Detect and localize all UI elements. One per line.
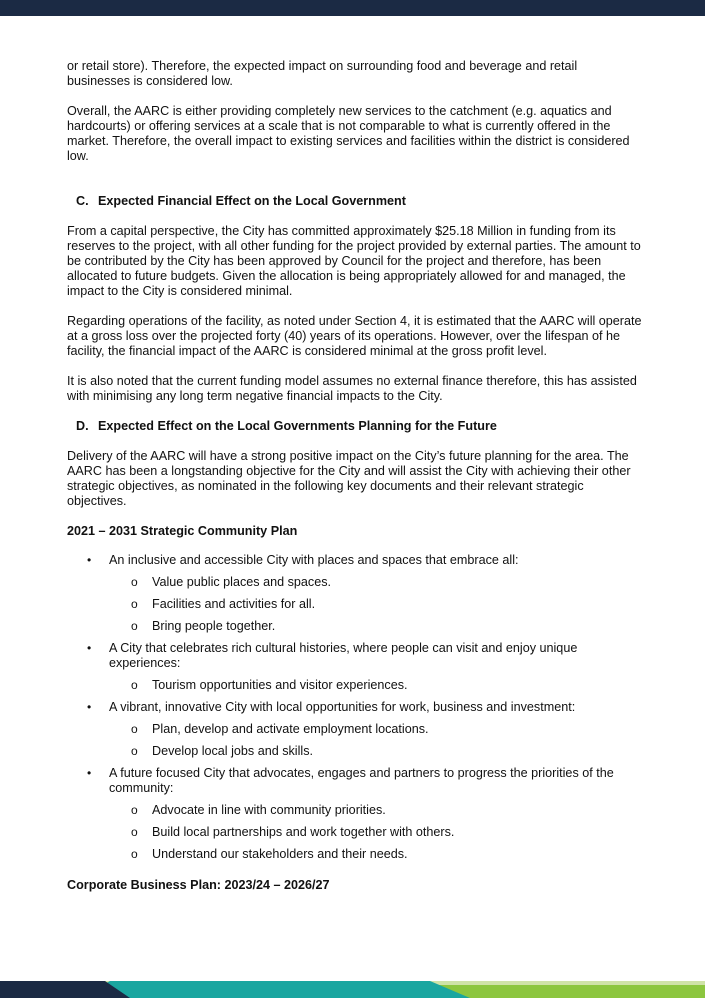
section-d-title: Expected Effect on the Local Governments Planning for the Future xyxy=(98,419,497,433)
sub-list-item xyxy=(109,803,642,818)
section-d-heading xyxy=(67,419,642,434)
sub-item-text: Bring people together. xyxy=(152,619,276,633)
sub-list xyxy=(109,722,642,759)
sub-list-item xyxy=(109,744,642,759)
list-item xyxy=(67,700,642,759)
paragraph-capital: From a capital perspective, the City has committed approximately $25.18 Million in funding from its reserves to the project, with all other funding for the project provided by external parties. The amount to be contributed by the City has been approved by Council for the project and therefore, has been allocated to future budgets. Given the allocation is being appropriately allowed for and managed, the impact to the City is considered minimal. xyxy=(67,224,641,298)
section-c-title: Expected Financial Effect on the Local Government xyxy=(98,194,406,208)
strategic-plan-title: 2021 – 2031 Strategic Community Plan xyxy=(67,524,298,538)
sub-item-text: Understand our stakeholders and their needs. xyxy=(152,847,408,861)
circle-bullet-icon: o xyxy=(131,803,138,817)
sub-list xyxy=(109,803,642,862)
corporate-plan-title: Corporate Business Plan: 2023/24 – 2026/27 xyxy=(67,878,330,892)
paragraph-delivery: Delivery of the AARC will have a strong positive impact on the City’s future planning for the area. The AARC has been a longstanding objective for the City and will assist the City with achieving their other strategic objectives, as nominated in the following key documents and their relevant strategic objectives. xyxy=(67,449,631,508)
paragraph-funding-model: It is also noted that the current funding model assumes no external finance therefore, this has assisted with minimising any long term negative financial impacts to the City. xyxy=(67,374,637,403)
list-item xyxy=(67,766,642,862)
sub-item-text: Develop local jobs and skills. xyxy=(152,744,314,758)
sub-list-item xyxy=(109,722,642,737)
objective-text: An inclusive and accessible City with places and spaces that embrace all: xyxy=(109,553,519,567)
footer-teal xyxy=(80,981,470,998)
bullet-icon: • xyxy=(87,641,92,655)
circle-bullet-icon: o xyxy=(131,619,138,633)
list-item xyxy=(67,641,642,693)
circle-bullet-icon: o xyxy=(131,575,138,589)
sub-list xyxy=(109,678,642,693)
section-c-heading xyxy=(67,194,642,209)
circle-bullet-icon: o xyxy=(131,722,138,736)
sub-list-item xyxy=(109,678,642,693)
sub-item-text: Value public places and spaces. xyxy=(152,575,331,589)
sub-item-text: Advocate in line with community priorities. xyxy=(152,803,386,817)
bullet-icon: • xyxy=(87,766,92,780)
sub-item-text: Build local partnerships and work together with others. xyxy=(152,825,455,839)
paragraph-operations: Regarding operations of the facility, as noted under Section 4, it is estimated that the AARC will operate at a gross loss over the projected forty (40) years of its operations. However, over the lifespan of he facility, the financial impact of the AARC is considered minimal at the gross profit level. xyxy=(67,314,642,358)
sub-list xyxy=(109,575,642,634)
circle-bullet-icon: o xyxy=(131,825,138,839)
objective-text: A future focused City that advocates, engages and partners to progress the priorities of the community: xyxy=(109,766,614,795)
bullet-icon: • xyxy=(87,553,92,567)
sub-item-text: Tourism opportunities and visitor experiences. xyxy=(152,678,408,692)
circle-bullet-icon: o xyxy=(131,678,138,692)
circle-bullet-icon: o xyxy=(131,597,138,611)
sub-list-item xyxy=(109,597,642,612)
sub-item-text: Facilities and activities for all. xyxy=(152,597,316,611)
sub-list-item xyxy=(109,825,642,840)
sub-list-item xyxy=(109,847,642,862)
strategic-objectives-list xyxy=(67,553,642,862)
paragraph-retail-impact: or retail store). Therefore, the expected impact on surrounding food and beverage and retail businesses is considered low. xyxy=(67,59,578,88)
objective-text: A City that celebrates rich cultural histories, where people can visit and enjoy unique experiences: xyxy=(109,641,578,670)
circle-bullet-icon: o xyxy=(131,847,138,861)
header-bar xyxy=(0,0,705,16)
section-d-letter: D. xyxy=(76,419,89,433)
paragraph-overall-impact: Overall, the AARC is either providing completely new services to the catchment (e.g. aquatics and hardcourts) or offering services at a scale that is not comparable to what is currently offered in the market. Therefore, the overall impact to existing services and facilities within the district is considered low. xyxy=(67,104,630,163)
sub-list-item xyxy=(109,619,642,634)
sub-item-text: Plan, develop and activate employment locations. xyxy=(152,722,429,736)
objective-text: A vibrant, innovative City with local opportunities for work, business and investment: xyxy=(109,700,576,714)
circle-bullet-icon: o xyxy=(131,744,138,758)
sub-list-item xyxy=(109,575,642,590)
footer-band xyxy=(0,981,705,998)
bullet-icon: • xyxy=(87,700,92,714)
list-item xyxy=(67,553,642,634)
section-c-letter: C. xyxy=(76,194,89,208)
document-body xyxy=(67,59,642,893)
